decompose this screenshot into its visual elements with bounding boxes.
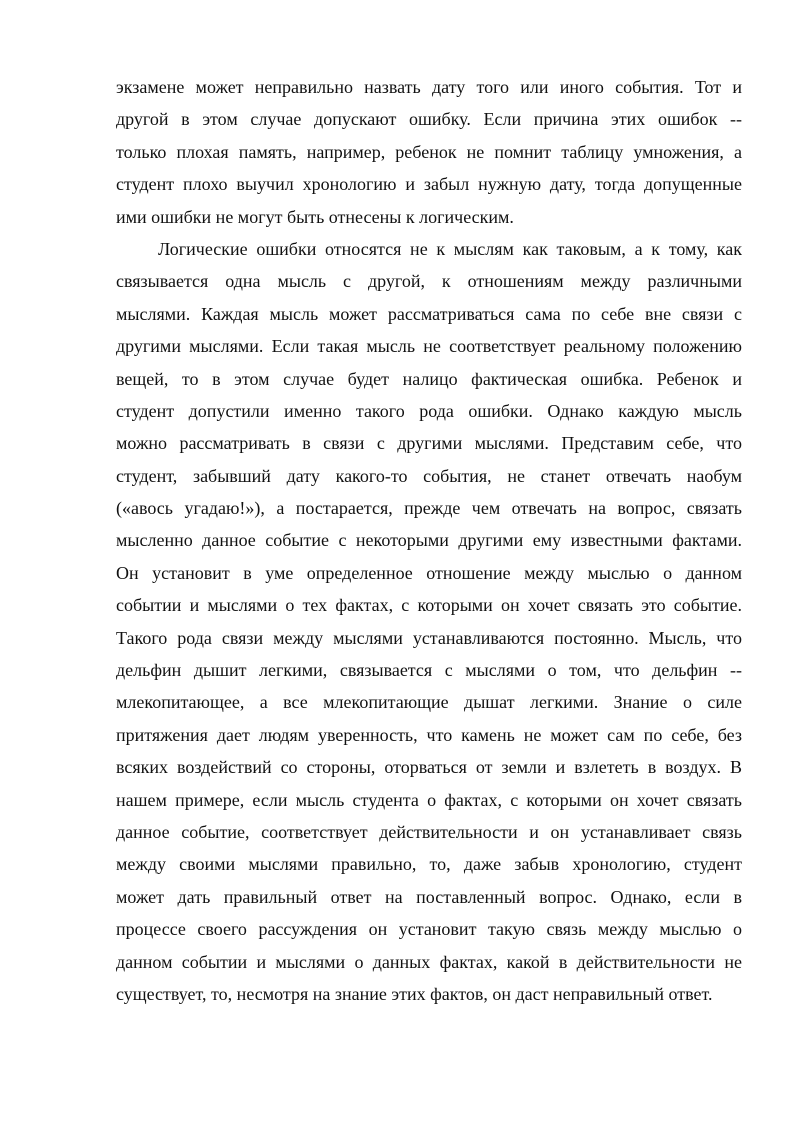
text-line: между своими мыслями правильно, то, даже забыв хронологию, студент [116,854,742,875]
text-line: экзамене может неправильно назвать дату того или иного события. Тот и [116,77,742,97]
text-line: студент допустили именно такого рода ошибки. Однако каждую мысль [116,400,742,421]
text-line: («авось угадаю!»), а постарается, прежде чем отвечать на вопрос, связать [116,498,742,519]
text-line: нашем примере, если мысль студента о фактах, с которыми он хочет связать [116,789,742,810]
text-line: только плохая память, например, ребенок не помнит таблицу умножения, а [116,141,742,162]
text-line: может дать правильный ответ на поставленный вопрос. Однако, если в [116,886,742,907]
body-text [116,71,742,1010]
text-line: мысленно данное событие с некоторыми другими ему известными фактами. [116,530,742,551]
text-line: млекопитающее, а все млекопитающие дышат легкими. Знание о силе [116,692,742,713]
text-line: ими ошибки не могут быть отнесены к логическим. [116,206,514,227]
text-line: Он установит в уме определенное отношение между мыслью о данном [116,562,742,583]
text-line: событии и мыслями о тех фактах, с которыми он хочет связать это событие. [116,595,742,616]
paragraph [116,233,742,1010]
text-line: существует, то, несмотря на знание этих фактов, он даст неправильный ответ. [116,983,713,1004]
text-line: студент, забывший дату какого-то события, не станет отвечать наобум [116,465,742,486]
text-line: связывается одна мысль с другой, к отношениям между различными [116,271,742,292]
text-line: мыслями. Каждая мысль может рассматриваться сама по себе вне связи с [116,303,742,324]
text-line: притяжения дает людям уверенность, что камень не может сам по себе, без [116,724,742,745]
text-line: данном событии и мыслями о данных фактах, какой в действительности не [116,951,742,972]
text-line: дельфин дышит легкими, связывается с мыслями о том, что дельфин -- [116,660,742,681]
text-line: можно рассматривать в связи с другими мыслями. Представим себе, что [116,433,742,454]
text-line: всяких воздействий со стороны, оторваться от земли и взлететь в воздух. В [116,757,742,778]
text-line: другой в этом случае допускают ошибку. Если причина этих ошибок -- [116,109,742,130]
text-line: студент плохо выучил хронологию и забыл нужную дату, тогда допущенные [116,174,742,195]
text-line: вещей, то в этом случае будет налицо фактическая ошибка. Ребенок и [116,368,742,389]
paragraph [116,71,742,233]
text-line: другими мыслями. Если такая мысль не соответствует реальному положению [116,336,742,357]
text-line: процессе своего рассуждения он установит такую связь между мыслью о [116,919,742,940]
text-line: Такого рода связи между мыслями устанавливаются постоянно. Мысль, что [116,627,742,648]
text-line: данное событие, соответствует действительности и он устанавливает связь [116,821,742,842]
text-line: Логические ошибки относятся не к мыслям как таковым, а к тому, как [158,238,742,259]
